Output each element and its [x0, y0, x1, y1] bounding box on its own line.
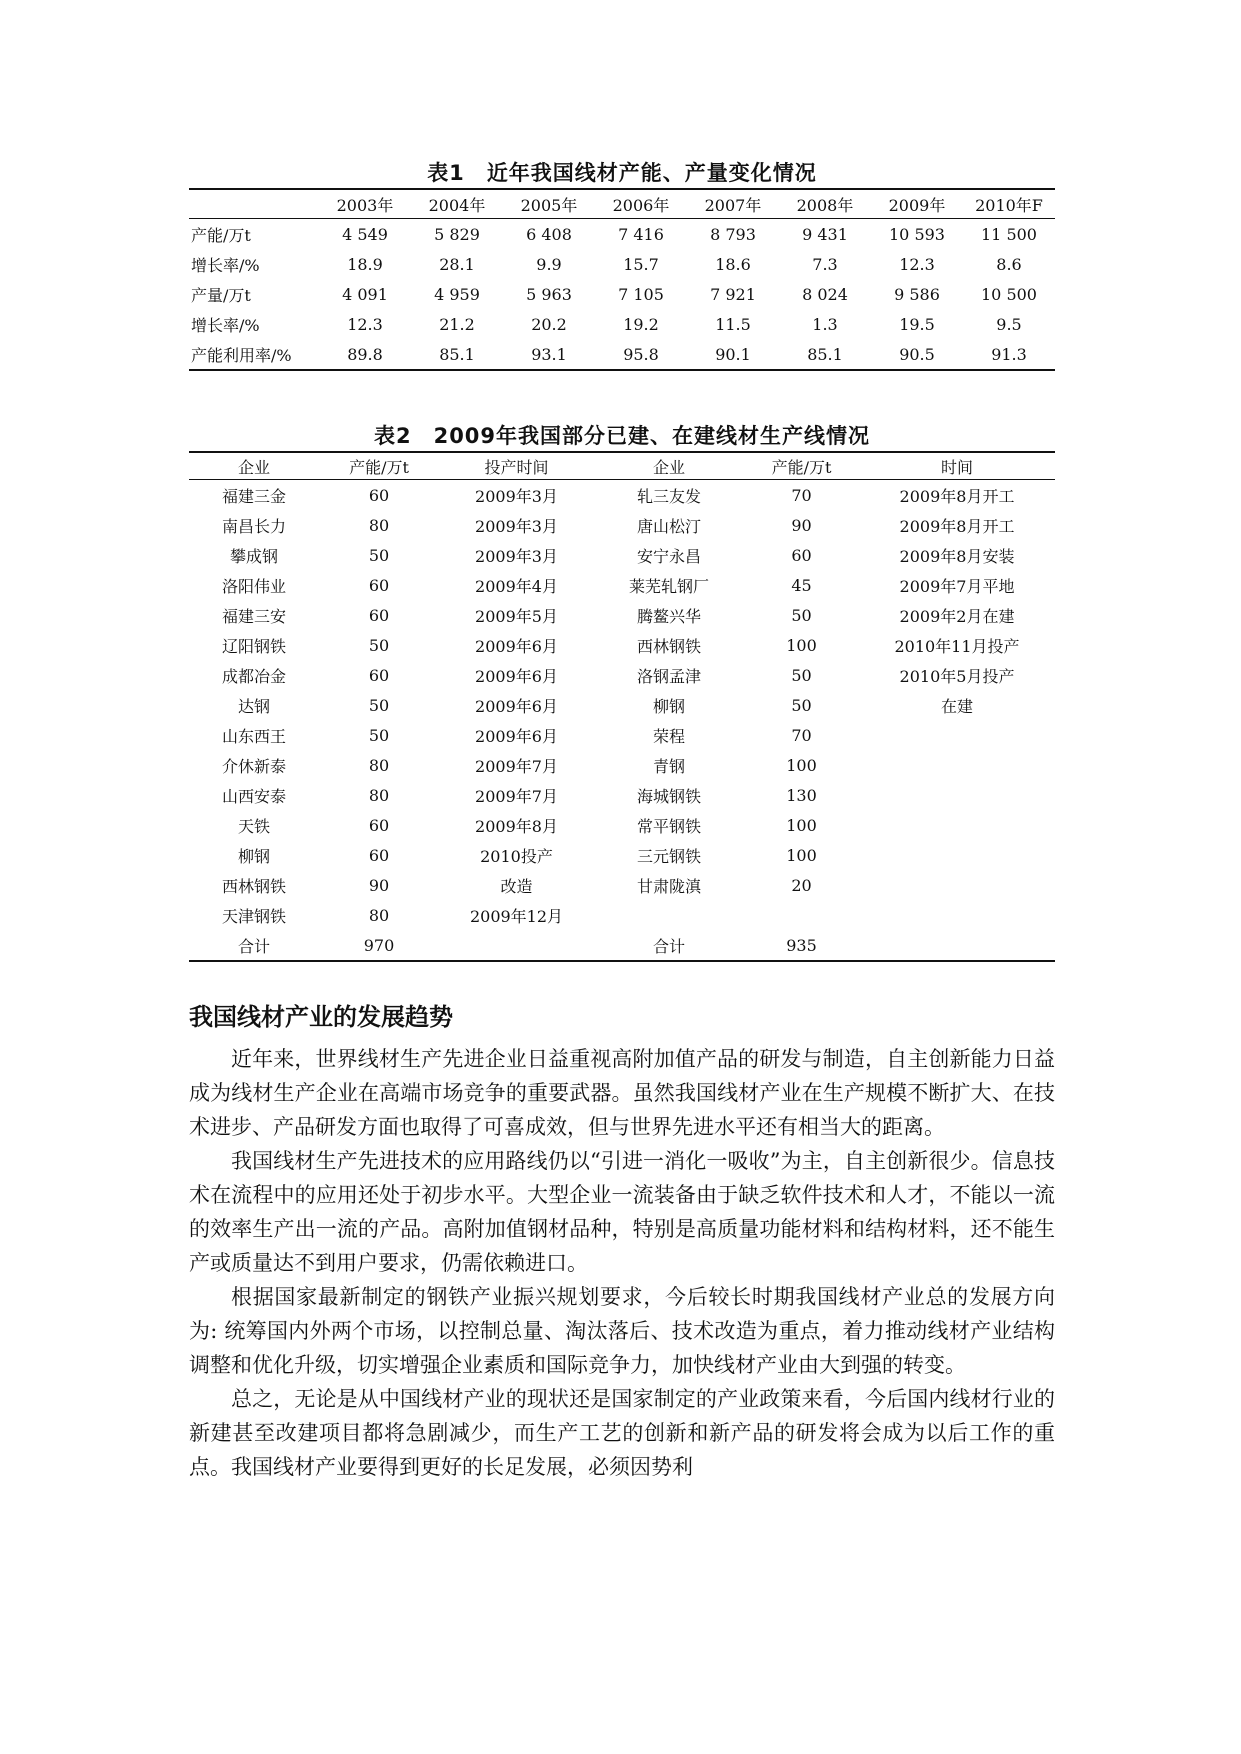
- table1-cell: 90.1: [715, 344, 751, 364]
- table2-cell: 合计: [237, 936, 270, 956]
- table2-col-header: 产能/万t: [744, 452, 859, 480]
- table2-cell: 介休新泰: [221, 756, 286, 776]
- table1-row-label: 增长率/%: [191, 255, 260, 275]
- table1-cell: 11 500: [981, 224, 1037, 244]
- table-row: [189, 870, 1055, 900]
- paragraph: 根据国家最新制定的钢铁产业振兴规划要求，今后较长时期我国线材产业总的发展方向为: 统筹国内外两个市场，以控制总量、淘汰落后、技术改造为重点，着力推动线材产业结构调整和优化升级，切实增强企业素质和国际竞争力，加快线材产业由大到强的转变。: [189, 1285, 1055, 1377]
- table2-cell: [859, 900, 1055, 930]
- table1-cell: 9.5: [996, 314, 1022, 334]
- table2-cell: 2009年7月平地: [899, 576, 1015, 596]
- table2-cell: 西林钢铁: [221, 876, 286, 896]
- table2-col-header: 投产时间: [439, 452, 594, 480]
- table2-cell: 100: [786, 755, 817, 775]
- table2-cell: 2009年6月: [475, 696, 558, 716]
- table1: [189, 188, 1055, 371]
- table2-cell: [439, 930, 594, 961]
- table2-cell: 改造: [500, 876, 533, 896]
- table1-cell: 5 829: [434, 224, 480, 244]
- table2-cell: [859, 870, 1055, 900]
- table2-cell: 2010年11月投产: [894, 636, 1020, 656]
- table1-cell: 7.3: [812, 254, 838, 274]
- table1-cell: 21.2: [439, 314, 475, 334]
- table2-cell: 合计: [652, 936, 685, 956]
- table-row: [189, 690, 1055, 720]
- table1-cell: 4 959: [434, 284, 480, 304]
- table2-cell: 2010投产: [480, 846, 553, 866]
- table-row: [189, 720, 1055, 750]
- table1-cell: 95.8: [623, 344, 659, 364]
- table2-cell: 2009年2月在建: [899, 606, 1015, 626]
- table2-caption: [189, 421, 1055, 451]
- table2-cell: [859, 810, 1055, 840]
- table2-cell: 60: [368, 485, 390, 505]
- table1-cell: 8.6: [996, 254, 1022, 274]
- table1-cell: 9.9: [536, 254, 562, 274]
- table2: [189, 451, 1055, 962]
- table2-caption-number: 表2: [373, 424, 412, 448]
- table2-cell: 达钢: [237, 696, 270, 716]
- table2-cell: 南昌长力: [221, 516, 286, 536]
- table2-cell: 50: [791, 695, 812, 715]
- table2-cell: 50: [368, 725, 390, 745]
- table2-cell: 2009年5月: [475, 606, 558, 626]
- table-row: [189, 339, 1055, 370]
- table2-cell: 青钢: [652, 756, 685, 776]
- table2-cell: 三元钢铁: [636, 846, 701, 866]
- table2-cell: 2009年12月: [469, 906, 564, 926]
- table-row: [189, 600, 1055, 630]
- table2-cell: [859, 780, 1055, 810]
- table2-cell: 50: [368, 545, 390, 565]
- table2-cell: 45: [791, 575, 812, 595]
- table1-cell: 5 963: [526, 284, 572, 304]
- table1-cell: 93.1: [531, 344, 567, 364]
- table2-cell: 50: [368, 635, 390, 655]
- table2-cell: 60: [368, 815, 390, 835]
- table-row: [189, 570, 1055, 600]
- table1-cell: 89.8: [347, 344, 383, 364]
- table2-cell: 柳钢: [652, 696, 685, 716]
- table1-row-label: 产量/万t: [191, 285, 251, 305]
- table2-cell: 2009年8月开工: [899, 486, 1015, 506]
- table2-cell: 莱芜轧钢厂: [628, 576, 709, 596]
- table2-cell: 山东西王: [221, 726, 286, 746]
- table1-corner-cell: [189, 189, 319, 219]
- table1-caption-title: 近年我国线材产能、产量变化情况: [486, 161, 817, 185]
- document-page: [189, 158, 1055, 1484]
- table2-cell: 腾鳌兴华: [636, 606, 701, 626]
- table-row: [189, 480, 1055, 511]
- table2-cell: 60: [791, 545, 812, 565]
- table2-cell: 60: [368, 665, 390, 685]
- table1-cell: 19.2: [623, 314, 659, 334]
- table1-cell: 8 024: [802, 284, 848, 304]
- table1-cell: 12.3: [347, 314, 383, 334]
- table1-cell: 7 105: [618, 284, 664, 304]
- table2-cell: 轧三友发: [636, 486, 701, 506]
- table2-header-row: [189, 452, 1055, 480]
- table-row: [189, 540, 1055, 570]
- table2-cell: 成都冶金: [221, 666, 286, 686]
- table-row: [189, 279, 1055, 309]
- table2-cell: 100: [786, 815, 817, 835]
- table2-cell: 90: [791, 515, 812, 535]
- table2-cell: 50: [791, 605, 812, 625]
- table1-cell: 85.1: [439, 344, 475, 364]
- table1-cell: 7 921: [710, 284, 756, 304]
- table1-cell: 4 091: [342, 284, 388, 304]
- table-row: [189, 309, 1055, 339]
- table1-cell: 20.2: [531, 314, 567, 334]
- table2-col-header: 时间: [859, 452, 1055, 480]
- table2-cell: [859, 750, 1055, 780]
- table2-cell: 天津钢铁: [221, 906, 286, 926]
- table2-cell: [859, 720, 1055, 750]
- table2-caption-title: 2009年我国部分已建、在建线材生产线情况: [433, 424, 871, 448]
- table-row: [189, 900, 1055, 930]
- table2-cell: 福建三金: [221, 486, 286, 506]
- table1-cell: 10 500: [981, 284, 1037, 304]
- table-row: [189, 510, 1055, 540]
- table-row: [189, 930, 1055, 961]
- table2-cell: 天铁: [237, 816, 270, 836]
- section-heading: 我国线材产业的发展趋势: [189, 1003, 453, 1031]
- table2-cell: 80: [368, 905, 390, 925]
- table1-cell: 15.7: [623, 254, 659, 274]
- paragraph: 近年来，世界线材生产先进企业日益重视高附加值产品的研发与制造，自主创新能力日益成为线材生产企业在高端市场竞争的重要武器。虽然我国线材产业在生产规模不断扩大、在技术进步、产品研发方面也取得了可喜成效，但与世界先进水平还有相当大的距离。: [189, 1047, 1055, 1139]
- table2-cell: 洛钢孟津: [636, 666, 701, 686]
- table2-cell: 2009年7月: [475, 786, 558, 806]
- table2-cell: 80: [368, 785, 390, 805]
- table1-col-header: 2010年F: [963, 189, 1055, 219]
- table2-col-header: 企业: [594, 452, 744, 480]
- table2-cell: 甘肃陇滇: [636, 876, 701, 896]
- table2-cell: 2009年8月安装: [899, 546, 1015, 566]
- table1-cell: 28.1: [439, 254, 475, 274]
- table2-cell: 在建: [940, 696, 973, 716]
- table2-cell: 柳钢: [237, 846, 270, 866]
- table2-cell: 荣程: [652, 726, 685, 746]
- table2-cell: 福建三安: [221, 606, 286, 626]
- table2-cell: 2009年6月: [475, 666, 558, 686]
- table1-cell: 91.3: [991, 344, 1027, 364]
- table2-cell: 60: [368, 605, 390, 625]
- table2-cell: [744, 900, 859, 930]
- table1-cell: 85.1: [807, 344, 843, 364]
- table1-col-header: 2003年: [319, 189, 411, 219]
- table2-cell: 山西安泰: [221, 786, 286, 806]
- table-row: [189, 840, 1055, 870]
- table2-col-header: 产能/万t: [319, 452, 439, 480]
- table-row: [189, 660, 1055, 690]
- table1-col-header: 2005年: [503, 189, 595, 219]
- table1-col-header: 2004年: [411, 189, 503, 219]
- table1-row-label: 产能/万t: [191, 225, 251, 245]
- table1-cell: 4 549: [342, 224, 388, 244]
- table2-cell: 60: [368, 845, 390, 865]
- table2-cell: 2009年7月: [475, 756, 558, 776]
- table2-cell: 常平钢铁: [636, 816, 701, 836]
- table1-cell: 10 593: [889, 224, 945, 244]
- table2-cell: 2009年6月: [475, 726, 558, 746]
- table-row: [189, 750, 1055, 780]
- table2-cell: 20: [791, 875, 812, 895]
- table1-caption: [189, 158, 1055, 188]
- table2-cell: 唐山松汀: [636, 516, 701, 536]
- table2-cell: 970: [363, 935, 395, 955]
- table2-cell: [859, 840, 1055, 870]
- paragraph: 总之，无论是从中国线材产业的现状还是国家制定的产业政策来看，今后国内线材行业的新建甚至改建项目都将急剧减少，而生产工艺的创新和新产品的研发将会成为以后工作的重点。我国线材产业要得到更好的长足发展，必须因势利: [189, 1387, 1055, 1479]
- table1-cell: 19.5: [899, 314, 935, 334]
- table2-cell: 70: [791, 725, 812, 745]
- table1-col-header: 2007年: [687, 189, 779, 219]
- table1-caption-number: 表1: [427, 161, 465, 185]
- table2-cell: 海城钢铁: [636, 786, 701, 806]
- table2-cell: 攀成钢: [229, 546, 278, 566]
- table2-cell: 2009年8月开工: [899, 516, 1015, 536]
- table1-cell: 9 586: [894, 284, 940, 304]
- table1-cell: 11.5: [715, 314, 751, 334]
- table1-cell: 8 793: [710, 224, 756, 244]
- table-row: [189, 219, 1055, 250]
- table-row: [189, 780, 1055, 810]
- table1-col-header: 2009年: [871, 189, 963, 219]
- table2-cell: 80: [368, 515, 390, 535]
- table2-cell: 2009年3月: [475, 546, 558, 566]
- table2-cell: 2010年5月投产: [899, 666, 1015, 686]
- table2-cell: 西林钢铁: [636, 636, 701, 656]
- table1-cell: 6 408: [526, 224, 572, 244]
- table2-cell: 2009年3月: [475, 486, 558, 506]
- table2-cell: 50: [368, 695, 390, 715]
- table1-row-label: 增长率/%: [191, 315, 260, 335]
- table2-cell: 2009年8月: [475, 816, 558, 836]
- table-row: [189, 249, 1055, 279]
- table1-cell: 12.3: [899, 254, 935, 274]
- table2-cell: 2009年4月: [475, 576, 558, 596]
- table2-cell: [859, 930, 1055, 961]
- table2-cell: 80: [368, 755, 390, 775]
- table1-cell: 9 431: [802, 224, 848, 244]
- table1-cell: 18.6: [715, 254, 751, 274]
- table-row: [189, 630, 1055, 660]
- table-row: [189, 810, 1055, 840]
- table2-cell: 2009年3月: [475, 516, 558, 536]
- table2-cell: 70: [791, 485, 812, 505]
- table2-cell: 130: [786, 785, 817, 805]
- table2-cell: 洛阳伟业: [221, 576, 286, 596]
- table1-row-label: 产能利用率/%: [191, 345, 292, 365]
- table2-cell: 50: [791, 665, 812, 685]
- table1-col-header: 2006年: [595, 189, 687, 219]
- table2-cell: 辽阳钢铁: [221, 636, 286, 656]
- table1-col-header: 2008年: [779, 189, 871, 219]
- table2-cell: 100: [786, 635, 817, 655]
- table1-cell: 90.5: [899, 344, 935, 364]
- table1-cell: 18.9: [347, 254, 383, 274]
- table2-cell: 935: [786, 935, 817, 955]
- table2-cell: 90: [368, 875, 390, 895]
- table2-col-header: 企业: [189, 452, 319, 480]
- table2-cell: [594, 900, 744, 930]
- table2-cell: 60: [368, 575, 390, 595]
- table2-cell: 100: [786, 845, 817, 865]
- table2-cell: 安宁永昌: [636, 546, 701, 566]
- paragraph: 我国线材生产先进技术的应用路线仍以“引进一消化一吸收”为主，自主创新很少。信息技术在流程中的应用还处于初步水平。大型企业一流装备由于缺乏软件技术和人才，不能以一流的效率生产出一流的产品。高附加值钢材品种，特别是高质量功能材料和结构材料，还不能生产或质量达不到用户要求，仍需依赖进口。: [189, 1149, 1055, 1275]
- table2-cell: 2009年6月: [475, 636, 558, 656]
- table1-header-row: [189, 189, 1055, 219]
- table1-cell: 1.3: [812, 314, 838, 334]
- table1-cell: 7 416: [618, 224, 664, 244]
